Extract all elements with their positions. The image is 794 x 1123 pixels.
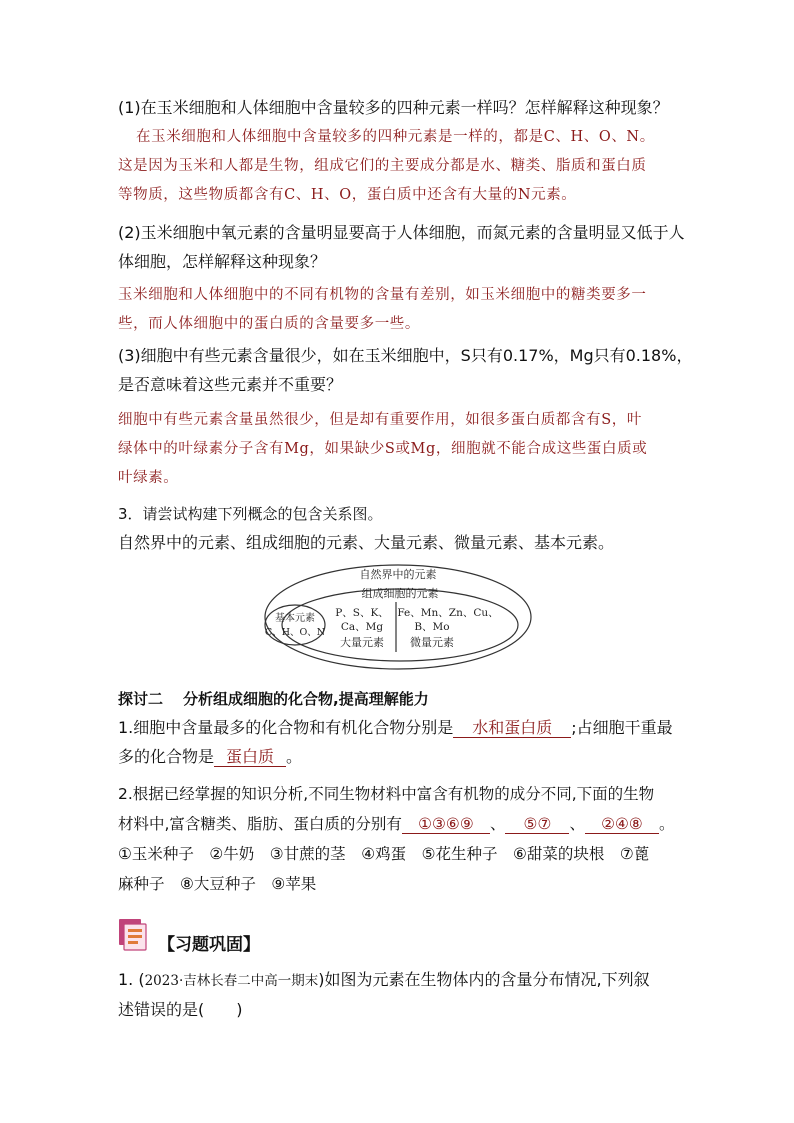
explore2-item1-text-1: 1.细胞中含量最多的化合物和有机化合物分别是 — [118, 718, 454, 737]
explore2-item2-sep-1: 、 — [489, 815, 506, 833]
exercise-q1-line-2: 述错误的是( ) — [118, 1000, 243, 1019]
explore2-item1-text-3: 多的化合物是 — [118, 747, 215, 766]
exercise-q1-source: 2023·吉林长春二中高一期末 — [144, 973, 319, 989]
q2-answer-line-1: 玉米细胞和人体细胞中的不同有机物的含量有差别，如玉米细胞中的糖类要多一 — [118, 287, 647, 303]
task3-title: 3．请尝试构建下列概念的包含关系图。 — [118, 505, 383, 523]
exercise-q1-text: )如图为元素在生物体内的含量分布情况,下列叙 — [318, 970, 650, 989]
q1-question: (1)在玉米细胞和人体细胞中含量较多的四种元素一样吗？怎样解释这种现象？ — [118, 98, 669, 117]
task3-concepts: 自然界中的元素、组成细胞的元素、大量元素、微量元素、基本元素。 — [118, 533, 615, 552]
explore2-item2-text: 材料中,富含糖类、脂肪、蛋白质的分别有 — [118, 815, 402, 833]
explore2-materials-line-1: ①玉米种子 ②牛奶 ③甘蔗的茎 ④鸡蛋 ⑤花生种子 ⑥甜菜的块根 ⑦蓖 — [118, 845, 650, 863]
explore2-item1-text-2: ;占细胞干重最 — [571, 718, 673, 737]
explore2-item2-line-1: 2.根据已经掌握的知识分析,不同生物材料中富含有机物的成分不同,下面的生物 — [118, 785, 655, 803]
explore2-item1-blank-2: 蛋白质 — [214, 748, 286, 767]
element-inclusion-diagram — [262, 562, 534, 672]
inner-ellipse-basic-elements — [265, 605, 325, 645]
label-cell-elements: 组成细胞的元素 — [361, 587, 439, 600]
explore2-title-text: 分析组成细胞的化合物,提高理解能力 — [183, 690, 429, 708]
label-natural-elements: 自然界中的元素 — [359, 568, 437, 581]
explore2-item1-line-2 — [118, 746, 684, 768]
exercise-section-icon — [118, 918, 152, 952]
q3-answer-line-3: 叶绿素。 — [118, 470, 179, 486]
explore2-materials-line-2: 麻种子 ⑧大豆种子 ⑨苹果 — [118, 875, 317, 893]
micro-elements-line-2: B、Mo — [414, 621, 450, 633]
explore2-item2-line-2 — [118, 813, 684, 835]
macro-elements-line-2: Ca、Mg — [340, 621, 384, 633]
explore2-item2-blank-3: ②④⑧ — [585, 815, 659, 834]
q1-answer-line-1: 在玉米细胞和人体细胞中含量较多的四种元素是一样的，都是C、H、O、N。 — [136, 129, 655, 145]
q1-answer-line-3: 等物质，这些物质都含有C、H、O，蛋白质中还含有大量的N元素。 — [118, 187, 577, 203]
explore2-title-prefix: 探讨二 — [118, 690, 164, 708]
explore2-item2-sep-2: 、 — [569, 815, 585, 833]
q1-answer-line-2: 这是因为玉米和人都是生物，组成它们的主要成分都是水、糖类、脂质和蛋白质 — [118, 158, 647, 174]
q2-question-line-1: (2)玉米细胞中氧元素的含量明显要高于人体细胞，而氮元素的含量明显又低于人 — [118, 223, 685, 242]
explore2-item2-blank-1: ①③⑥⑨ — [402, 815, 490, 834]
explore2-item2-blank-2: ⑤⑦ — [505, 815, 569, 834]
q3-question-line-2: 是否意味着这些元素并不重要？ — [118, 375, 343, 394]
basic-elements-list: C、H、O、N — [264, 627, 326, 638]
explore2-item2-end: 。 — [658, 815, 675, 833]
explore2-title — [118, 688, 684, 710]
q3-answer-line-2: 绿体中的叶绿素分子含有Mg，如果缺少S或Mg，细胞就不能合成这些蛋白质或 — [118, 441, 648, 457]
explore2-item1-line-1 — [118, 717, 684, 739]
q2-question-line-2: 体细胞，怎样解释这种现象？ — [118, 252, 327, 271]
exercise-q1-prefix: 1. ( — [118, 970, 145, 989]
label-macro-elements: 大量元素 — [340, 636, 384, 649]
macro-elements-line-1: P、S、K、 — [335, 607, 389, 619]
micro-elements-line-1: Fe、Mn、Zn、Cu、 — [397, 607, 499, 619]
exercise-q1-line-1 — [118, 969, 684, 992]
q3-question-line-1: (3)细胞中有些元素含量很少，如在玉米细胞中，S只有0.17%，Mg只有0.18%， — [118, 346, 693, 365]
q2-answer-line-2: 些，而人体细胞中的蛋白质的含量要多一些。 — [118, 316, 420, 332]
q3-answer-line-1: 细胞中有些元素含量虽然很少，但是却有重要作用，如很多蛋白质都含有S，叶 — [118, 412, 642, 428]
label-micro-elements: 微量元素 — [410, 636, 454, 649]
explore2-item1-blank-1: 水和蛋白质 — [453, 719, 571, 738]
explore2-item1-text-4: 。 — [286, 747, 303, 766]
exercise-section-title: 【习题巩固】 — [158, 935, 260, 955]
label-basic-elements: 基本元素 — [275, 613, 315, 624]
